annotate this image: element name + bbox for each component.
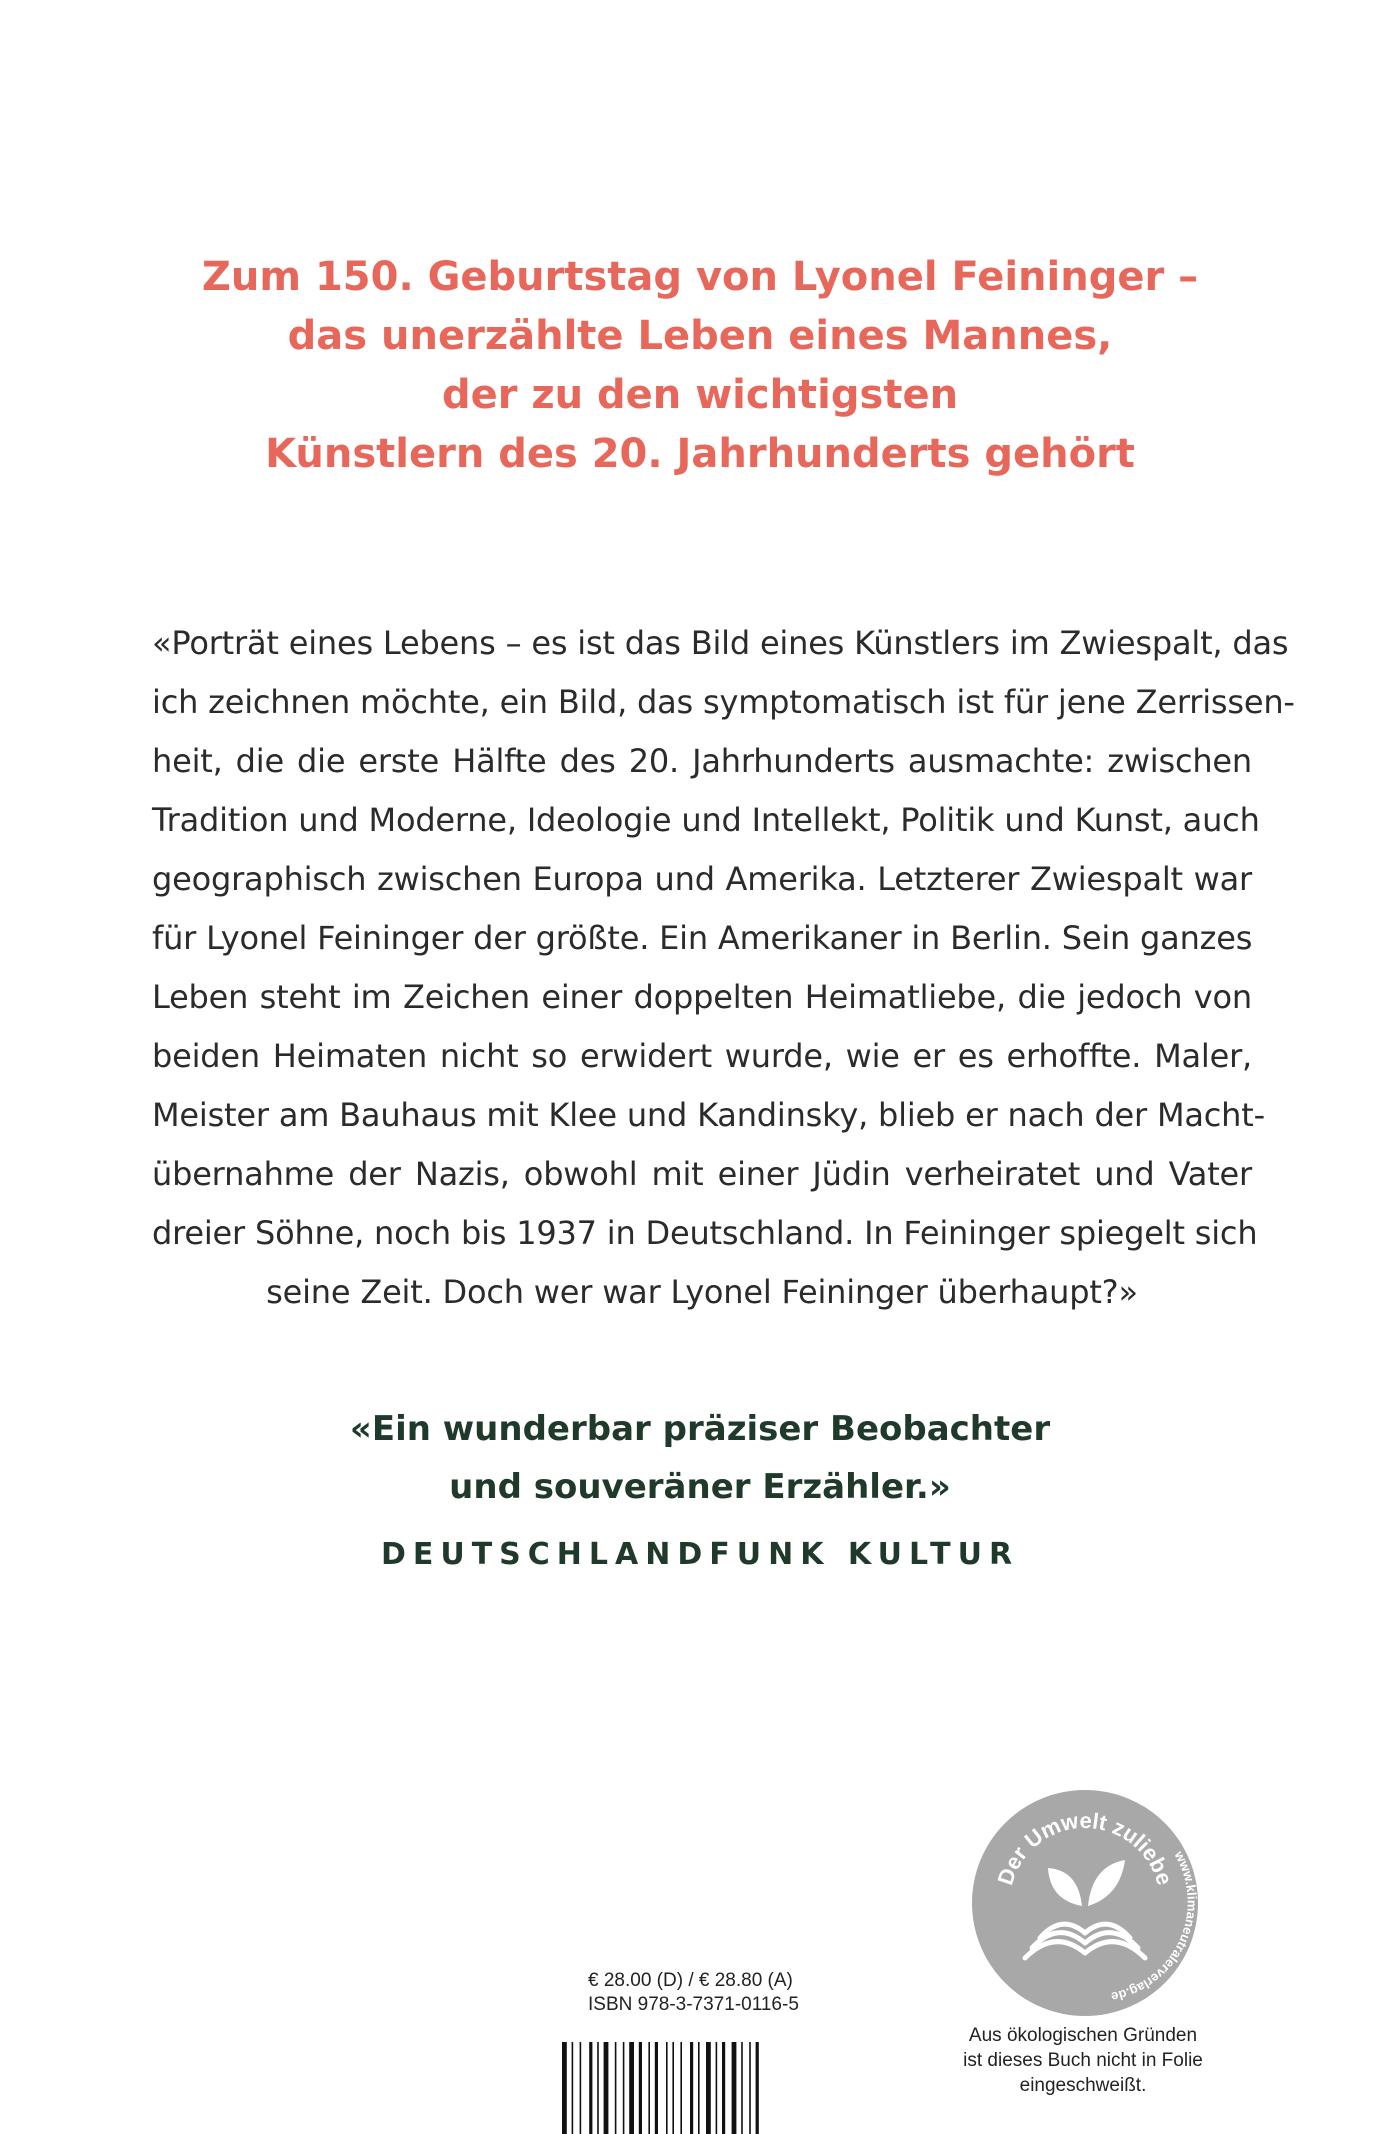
headline-line: das unerzählte Leben eines Mannes, [287,313,1113,359]
barcode-bar [741,2042,743,2134]
seal-caption-line: ist dieses Buch nicht in Folie [963,2050,1203,2071]
headline-line: Künstlern des 20. Jahrhunderts gehört [265,431,1135,477]
headline-line: Zum 150. Geburtstag von Lyonel Feininger – [201,254,1199,300]
barcode-bar [597,2042,599,2134]
review-line: «Ein wunderbar präziser Beobachter [349,1409,1051,1449]
barcode-bar [589,2042,592,2134]
barcode-bar [706,2042,711,2134]
barcode-bar [655,2042,658,2134]
barcode-bar [732,2042,737,2134]
review-quote [0,1400,1400,1516]
headline-line: der zu den wichtigsten [441,372,959,418]
barcode-bar [580,2042,582,2134]
quote-line: beiden Heimaten nicht so erwidert wurde, wie er es erhoffte. Maler, [152,1037,1252,1075]
barcode-bar [666,2042,668,2134]
quote-line: ich zeichnen möchte, ein Bild, das symptomatisch ist für jene Zerrissen- [152,683,1295,721]
barcode-bar [749,2042,751,2134]
seal-caption-line: Aus ökologischen Gründen [968,2025,1198,2046]
eco-seal [970,1788,1200,2018]
quote-line: Tradition und Moderne, Ideologie und Intellekt, Politik und Kunst, auch [152,801,1260,839]
seal-caption-line: eingeschweißt. [1019,2075,1147,2096]
seal-arc-side: www.klimaneutralerverlag.de [1109,1848,1200,2005]
price-block [588,1969,888,2017]
price-text: € 28.00 (D) / € 28.80 (A) [588,1970,793,1991]
quote-line: heit, die die erste Hälfte des 20. Jahrhunderts ausmachte: zwischen [152,742,1252,780]
quote-line: «Porträt eines Lebens – es ist das Bild eines Künstlers im Zwiespalt, das [152,624,1289,662]
barcode-bar [722,2042,725,2134]
review-line: und souveräner Erzähler.» [449,1467,951,1507]
blurb-quote [152,614,1295,1322]
barcode-bar [604,2042,609,2134]
barcode-bar [698,2042,700,2134]
quote-line: seine Zeit. Doch wer war Lyonel Feininger überhaupt?» [266,1273,1138,1311]
barcode-bar [690,2042,693,2134]
eco-seal-icon [970,1788,1200,2018]
isbn-text: ISBN 978-3-7371-0116-5 [588,1994,799,2015]
barcode-bar [756,2042,759,2134]
barcode-bar [623,2042,625,2134]
seal-caption [918,2023,1248,2098]
barcode-bar [562,2042,567,2134]
quote-line: Leben steht im Zeichen einer doppelten Heimatliebe, die jedoch von [152,978,1252,1016]
barcode-bar [672,2042,674,2134]
barcode-bar [680,2042,682,2134]
barcode-bar [648,2042,650,2134]
barcode-bar [629,2042,634,2134]
headline [0,248,1400,484]
review-source: DEUTSCHLANDFUNK KULTUR [380,1537,1020,1572]
quote-line: geographisch zwischen Europa und Amerika. Letzterer Zwiespalt war [152,860,1252,898]
barcode-bar [716,2042,718,2134]
quote-line: dreier Söhne, noch bis 1937 in Deutschland. In Feininger spiegelt sich [152,1214,1258,1252]
barcode-bar [639,2042,642,2134]
quote-line: Meister am Bauhaus mit Klee und Kandinsky, blieb er nach der Macht- [152,1096,1265,1134]
barcode-bar [615,2042,617,2134]
seal-arc-top: Der Umwelt zuliebe [992,1807,1178,1888]
barcode-bar [572,2042,574,2134]
quote-line: für Lyonel Feininger der größte. Ein Amerikaner in Berlin. Sein ganzes [152,919,1253,957]
barcode [560,2042,860,2134]
quote-line: übernahme der Nazis, obwohl mit einer Jüdin verheiratet und Vater [152,1155,1252,1193]
